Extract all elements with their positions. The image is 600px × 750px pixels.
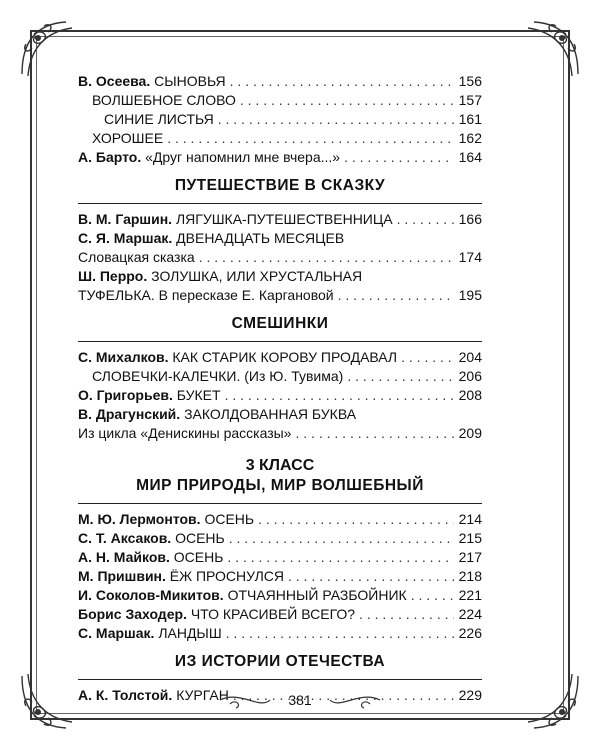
toc-page: 204 xyxy=(458,349,482,365)
toc-entry[interactable] xyxy=(78,367,482,386)
toc-author: А. Барто. xyxy=(78,149,142,165)
toc-title: КАК СТАРИК КОРОВУ ПРОДАВАЛ xyxy=(172,349,398,365)
toc-title: ОСЕНЬ xyxy=(204,511,255,527)
leader-dots xyxy=(240,91,454,110)
toc-title: СЛОВЕЧКИ-КАЛЕЧКИ. (Из Ю. Тувима) xyxy=(92,368,344,384)
toc-page: 166 xyxy=(458,211,482,227)
leader-dots xyxy=(288,567,454,586)
toc-entry[interactable] xyxy=(78,424,482,443)
toc-entry[interactable] xyxy=(78,605,482,624)
toc-entry[interactable] xyxy=(78,567,482,586)
toc-author: О. Григорьев. xyxy=(78,387,173,403)
section-rule xyxy=(78,679,482,680)
toc-author: Ш. Перро. xyxy=(78,268,148,284)
section-rule xyxy=(78,341,482,342)
toc-entry[interactable] xyxy=(78,586,482,605)
toc-author: В. Драгунский. xyxy=(78,406,181,422)
toc-entry[interactable] xyxy=(78,548,482,567)
toc-entry[interactable] xyxy=(78,510,482,529)
leader-dots xyxy=(344,148,454,167)
toc-subtitle: Словацкая сказка xyxy=(78,249,195,265)
toc-entry-line[interactable] xyxy=(78,405,482,424)
toc-page: 215 xyxy=(458,530,482,546)
toc-author: В. Осеева. xyxy=(78,73,151,89)
toc-title: ЧТО КРАСИВЕЙ ВСЕГО? xyxy=(190,606,356,622)
toc-author: М. Ю. Лермонтов. xyxy=(78,511,201,527)
toc-title: ЗАКОЛДОВАННАЯ БУКВА xyxy=(184,406,357,422)
leader-dots xyxy=(347,367,454,386)
toc-entry[interactable] xyxy=(78,72,482,91)
leader-dots xyxy=(295,424,454,443)
toc-page: 217 xyxy=(458,549,482,565)
toc-title: ВОЛШЕБНОЕ СЛОВО xyxy=(92,92,236,108)
leader-dots xyxy=(226,624,454,643)
section-heading-nature: МИР ПРИРОДЫ, МИР ВОЛШЕБНЫЙ xyxy=(136,477,424,494)
toc-author: И. Соколов-Микитов. xyxy=(78,587,224,603)
leader-dots xyxy=(167,129,454,148)
section-heading-funny: СМЕШИНКИ xyxy=(231,315,329,332)
corner-ornament-icon xyxy=(14,666,84,736)
leader-dots xyxy=(227,548,454,567)
toc-author: В. М. Гаршин. xyxy=(78,211,173,227)
toc-entry[interactable] xyxy=(78,286,482,305)
toc-page: 229 xyxy=(458,687,482,703)
toc-title: СЫНОВЬЯ xyxy=(154,73,226,89)
leader-dots xyxy=(229,529,454,548)
toc-title: БУКЕТ xyxy=(176,387,221,403)
toc-entry[interactable] xyxy=(78,386,482,405)
toc-page: 218 xyxy=(458,568,482,584)
leader-dots xyxy=(401,348,454,367)
leader-dots xyxy=(397,210,454,229)
corner-ornament-icon xyxy=(516,14,586,84)
toc-page: 162 xyxy=(458,130,482,146)
leader-dots xyxy=(230,72,454,91)
toc-entry[interactable] xyxy=(78,529,482,548)
toc-page: 195 xyxy=(458,287,482,303)
toc-entry[interactable] xyxy=(78,91,482,110)
page-number: 381 xyxy=(288,692,312,708)
toc-title: ОТЧАЯННЫЙ РАЗБОЙНИК xyxy=(227,587,407,603)
toc-page: 161 xyxy=(458,111,482,127)
toc-title: «Друг напомнил мне вчера...» xyxy=(145,149,341,165)
section-heading-history: ИЗ ИСТОРИИ ОТЕЧЕСТВА xyxy=(174,653,386,670)
toc-subtitle: Из цикла «Денискины рассказы» xyxy=(78,425,292,441)
toc-subtitle: ТУФЕЛЬКА. В пересказе Е. Каргановой xyxy=(78,287,334,303)
toc-title: КУРГАН xyxy=(176,687,229,703)
toc-author: А. Н. Майков. xyxy=(78,549,170,565)
toc-title: ЁЖ ПРОСНУЛСЯ xyxy=(169,568,284,584)
toc-entry[interactable] xyxy=(78,210,482,229)
toc-entry[interactable] xyxy=(78,348,482,367)
grade-heading: 3 КЛАСС xyxy=(245,457,315,474)
leader-dots xyxy=(411,586,454,605)
toc-page: 174 xyxy=(458,249,482,265)
toc-title: СИНИЕ ЛИСТЬЯ xyxy=(104,111,214,127)
toc-author: М. Пришвин. xyxy=(78,568,166,584)
toc-page: 157 xyxy=(458,92,482,108)
toc-title: ОСЕНЬ xyxy=(175,530,225,546)
toc-page: 224 xyxy=(458,606,482,622)
toc-title: ЛЯГУШКА-ПУТЕШЕСТВЕННИЦА xyxy=(175,211,393,227)
leader-dots xyxy=(258,510,454,529)
leader-dots xyxy=(218,110,454,129)
toc-author: С. Маршак. xyxy=(78,625,155,641)
toc-title: ХОРОШЕЕ xyxy=(92,130,164,146)
toc-author: Борис Заходер. xyxy=(78,606,187,622)
toc-page: 209 xyxy=(458,425,482,441)
toc-page: 208 xyxy=(458,387,482,403)
toc-page: 156 xyxy=(458,73,482,89)
corner-ornament-icon xyxy=(516,666,586,736)
toc-entry[interactable] xyxy=(78,148,482,167)
leader-dots xyxy=(338,286,454,305)
leader-dots xyxy=(359,605,454,624)
toc-entry-line[interactable] xyxy=(78,229,482,248)
toc-entry[interactable] xyxy=(78,129,482,148)
toc-page: 226 xyxy=(458,625,482,641)
section-heading-travel: ПУТЕШЕСТВИЕ В СКАЗКУ xyxy=(174,177,386,194)
toc-page: 206 xyxy=(458,368,482,384)
toc-author: С. Михалков. xyxy=(78,349,169,365)
table-of-contents xyxy=(78,72,482,705)
toc-entry[interactable] xyxy=(78,624,482,643)
corner-ornament-icon xyxy=(14,14,84,84)
section-rule xyxy=(78,203,482,204)
toc-author: А. К. Толстой. xyxy=(78,687,173,703)
toc-title: ЛАНДЫШ xyxy=(158,625,222,641)
toc-author: С. Т. Аксаков. xyxy=(78,530,172,546)
toc-title: ОСЕНЬ xyxy=(173,549,224,565)
toc-title: ЗОЛУШКА, ИЛИ ХРУСТАЛЬНАЯ xyxy=(151,268,363,284)
toc-author: С. Я. Маршак. xyxy=(78,230,173,246)
leader-dots xyxy=(199,248,454,267)
toc-entry-line[interactable] xyxy=(78,267,482,286)
toc-page: 214 xyxy=(458,511,482,527)
toc-page: 164 xyxy=(458,149,482,165)
leader-dots xyxy=(225,386,454,405)
toc-title: ДВЕНАДЦАТЬ МЕСЯЦЕВ xyxy=(176,230,345,246)
toc-entry[interactable] xyxy=(78,248,482,267)
toc-page: 221 xyxy=(458,587,482,603)
section-rule xyxy=(78,503,482,504)
toc-entry[interactable] xyxy=(78,110,482,129)
